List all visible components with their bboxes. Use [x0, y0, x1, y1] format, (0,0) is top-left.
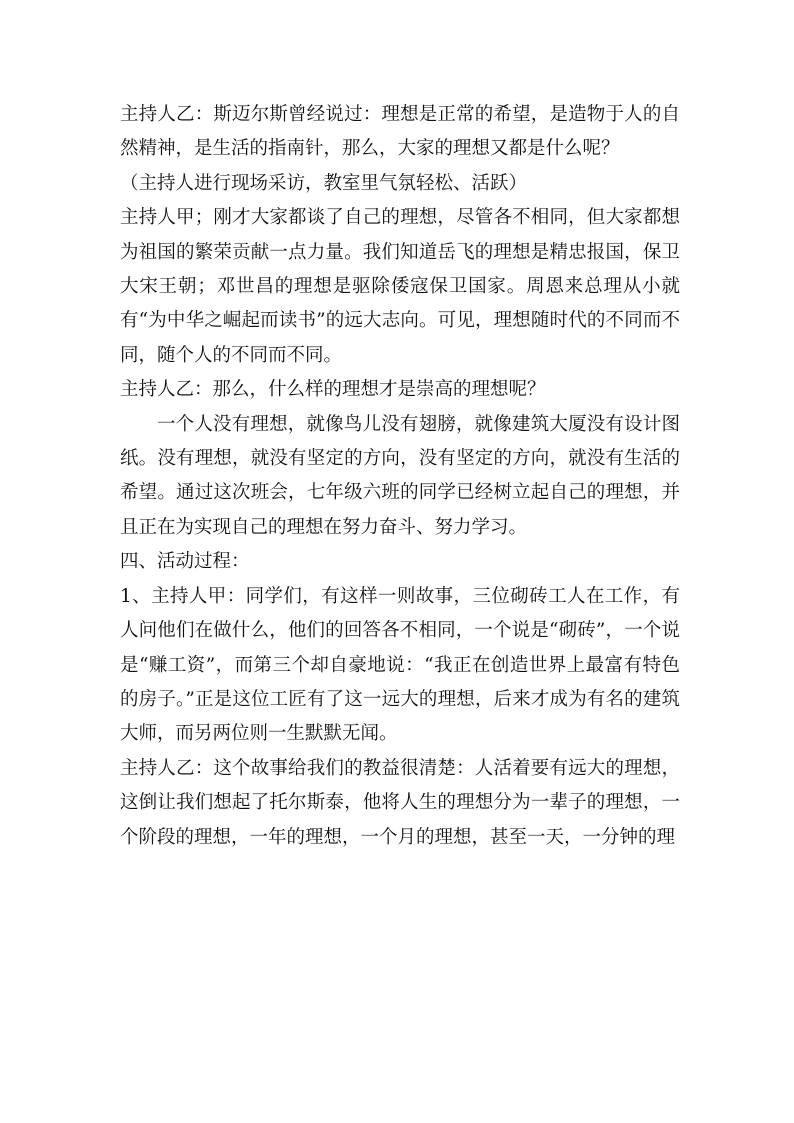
paragraph-bricklayer-story: 1、主持人甲：同学们，有这样一则故事，三位砌砖工人在工作，有人问他们在做什么，他们的回答各不相同，一个说是“砌砖”，一个说是“赚工资”，而第三个却自豪地说：“我正在创造世界上最富有特色的房子。”正是这位工匠有了这一远大的理想，后来才成为有名的建筑大师，而另两位则一生默默无闻。: [120, 585, 680, 745]
paragraph-host-a-ideals: 主持人甲；刚才大家都谈了自己的理想，尽管各不相同，但大家都想为祖国的繁荣贡献一点力量。我们知道岳飞的理想是精忠报国，保卫大宋王朝；邓世昌的理想是驱除倭寇保卫国家。周恩来总理从小就有“为中华之崛起而读书”的远大志向。可见，理想随时代的不同而不同，随个人的不同而不同。: [120, 207, 680, 366]
section-heading-activity-process: 四、活动过程：: [120, 551, 250, 573]
paragraph-stage-direction: （主持人进行现场采访，教室里气氛轻松、活跃）: [120, 172, 528, 194]
document-body: [120, 98, 680, 855]
paragraph-tolstoy: 主持人乙：这个故事给我们的教益很清楚：人活着要有远大的理想，这倒让我们想起了托尔斯泰，他将人生的理想分为一辈子的理想，一个阶段的理想，一年的理想，一个月的理想，甚至一天，一分钟的理: [120, 757, 680, 848]
paragraph-no-ideals: 一个人没有理想，就像鸟儿没有翅膀，就像建筑大厦没有设计图纸。没有理想，就没有坚定的方向，没有坚定的方向，就没有生活的希望。通过这次班会，七年级六班的同学已经树立起自己的理想，并且正在为实现自己的理想在努力奋斗、努力学习。: [120, 413, 680, 538]
paragraph-host-b-quote: 主持人乙：斯迈尔斯曾经说过：理想是正常的希望，是造物于人的自然精神，是生活的指南针，那么，大家的理想又都是什么呢？: [120, 104, 680, 160]
paragraph-host-b-question: 主持人乙：那么，什么样的理想才是崇高的理想呢？: [120, 379, 546, 401]
